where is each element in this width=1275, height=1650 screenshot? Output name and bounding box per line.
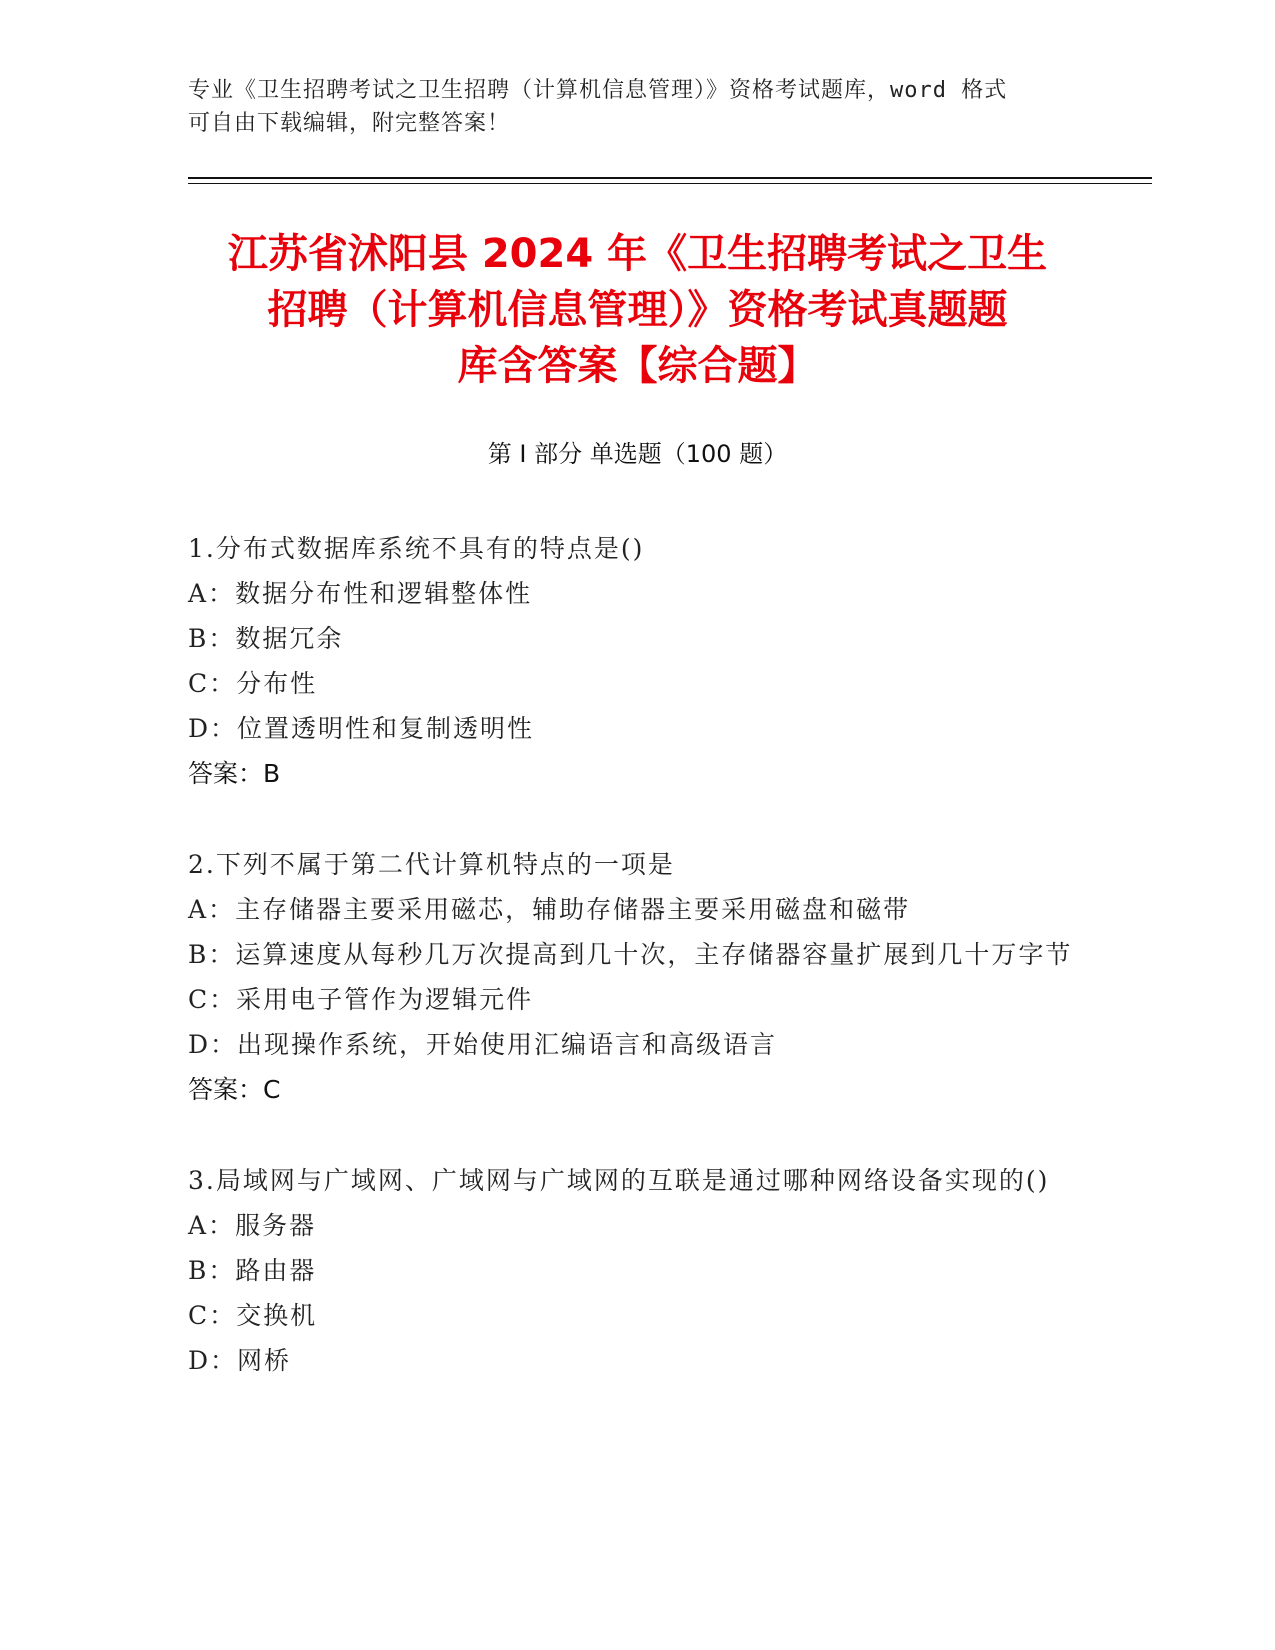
title-line-3: 库含答案【综合题】 — [457, 343, 818, 389]
question-stem: 1.分布式数据库系统不具有的特点是() — [188, 534, 645, 563]
option-a — [188, 571, 1088, 616]
option-key: B： — [188, 624, 236, 653]
header-note-line-1: 专业《卫生招聘考试之卫生招聘（计算机信息管理）》资格考试题库，word 格式 — [188, 78, 1008, 103]
question-2 — [188, 842, 1088, 1112]
option-b — [188, 932, 1088, 977]
question-stem: 3.局域网与广域网、广域网与广域网的互联是通过哪种网络设备实现的() — [188, 1166, 1050, 1195]
document-title — [150, 226, 1125, 394]
option-key: B： — [188, 1256, 236, 1285]
option-text: 主存储器主要采用磁芯，辅助存储器主要采用磁盘和磁带 — [235, 895, 911, 924]
option-c — [188, 977, 1088, 1022]
option-d — [188, 1022, 1088, 1067]
option-b — [188, 616, 1088, 661]
option-d — [188, 706, 1088, 751]
question-3 — [188, 1158, 1088, 1383]
option-d — [188, 1338, 1088, 1383]
header-note — [188, 74, 1068, 140]
option-text: 数据分布性和逻辑整体性 — [235, 579, 533, 608]
option-text: 位置透明性和复制透明性 — [237, 714, 535, 743]
option-text: 出现操作系统，开始使用汇编语言和高级语言 — [237, 1030, 778, 1059]
header-divider-thick — [188, 177, 1152, 179]
option-text: 运算速度从每秒几万次提高到几十次，主存储器容量扩展到几十万字节 — [235, 940, 1073, 969]
option-key: A： — [188, 1211, 236, 1240]
option-key: D： — [188, 1030, 238, 1059]
option-key: C： — [188, 1301, 237, 1330]
option-key: A： — [188, 579, 236, 608]
answer-line: 答案：B — [188, 759, 281, 788]
question-stem: 2.下列不属于第二代计算机特点的一项是 — [188, 850, 675, 879]
option-text: 采用电子管作为逻辑元件 — [236, 985, 534, 1014]
option-key: B： — [188, 940, 236, 969]
option-key: D： — [188, 714, 238, 743]
option-text: 路由器 — [235, 1256, 317, 1285]
option-c — [188, 1293, 1088, 1338]
option-text: 网桥 — [237, 1346, 292, 1375]
option-key: A： — [188, 895, 236, 924]
question-list — [188, 526, 1088, 1429]
option-key: C： — [188, 985, 237, 1014]
title-line-1: 江苏省沭阳县 2024 年《卫生招聘考试之卫生 — [227, 231, 1048, 277]
option-text: 交换机 — [236, 1301, 318, 1330]
option-text: 服务器 — [235, 1211, 317, 1240]
option-c — [188, 661, 1088, 706]
option-text: 数据冗余 — [235, 624, 344, 653]
option-a — [188, 1203, 1088, 1248]
question-1 — [188, 526, 1088, 796]
option-key: D： — [188, 1346, 238, 1375]
option-a — [188, 887, 1088, 932]
header-note-line-2: 可自由下载编辑，附完整答案！ — [188, 111, 511, 136]
section-heading: 第 I 部分 单选题（100 题） — [487, 440, 788, 468]
answer-line: 答案：C — [188, 1075, 281, 1104]
option-b — [188, 1248, 1088, 1293]
option-text: 分布性 — [236, 669, 318, 698]
header-divider-thin — [188, 183, 1152, 184]
option-key: C： — [188, 669, 237, 698]
title-line-2: 招聘（计算机信息管理）》资格考试真题题 — [267, 287, 1008, 333]
